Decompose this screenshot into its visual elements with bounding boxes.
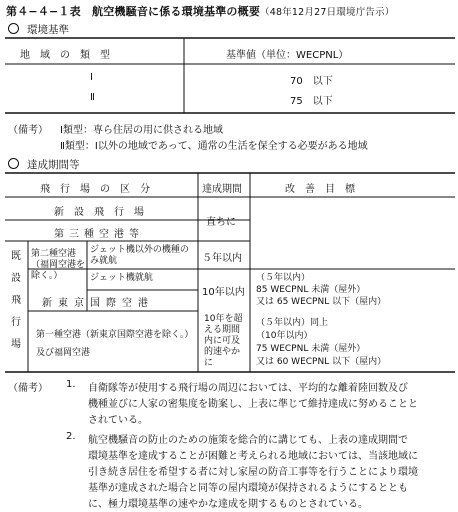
title-text: 第４−４−１表 航空機騒音に係る環境基準の概要	[6, 5, 261, 18]
remark-line: 基準が達成された場合と同等の屋内環境が保持されるようにするととも	[88, 483, 408, 494]
section-heading-standards: 環境基準	[8, 22, 69, 37]
remark-line: 航空機騒音の防止のための施策を総合的に講じても、上表の達成期間で	[88, 435, 408, 446]
table1-header-value: 基準値（単位：WECPNL）	[226, 50, 349, 61]
title-note: （48年12月27日環境庁告示）	[260, 7, 395, 18]
remarks2-label: （備考）	[8, 383, 48, 394]
remarks1-label: （備考）	[8, 125, 48, 136]
new-airport-label: 新設飛行場	[54, 207, 154, 218]
period-5-years: ５年以内	[202, 253, 242, 264]
table1-row-value: 70 以下	[290, 76, 333, 87]
goal-b-line: （10年以内）	[256, 331, 313, 341]
table2-header-period: 達成期間	[202, 184, 242, 195]
remark-line: に、極力環境基準の速やかな達成を期するものとされている。	[88, 499, 368, 510]
remark-number: 2.	[66, 431, 76, 442]
table2-header-goal: 改善目標	[285, 184, 365, 195]
table2-header-category: 飛行場の区分	[40, 184, 160, 195]
period-10-years: 10年以内	[202, 287, 245, 298]
goal-a-line: 又は 65 WECPNL 以下（屋内）	[256, 297, 387, 307]
remark-line: 引き続き居住を希望する者に対し家屋の防音工事等を行うことにより環境	[88, 467, 418, 478]
period-long-line: 内に可及	[204, 336, 241, 346]
table1-row-type: Ⅰ	[90, 72, 93, 83]
non-jet-label: ジェット機以外の機種のみ就航	[90, 245, 189, 266]
class2-label: 第二種空港（福岡空港を除く。）	[31, 249, 86, 281]
remark-line: 機種並びに人家の密集度を勘案し、上表に準じて維持達成に努めることと	[88, 399, 418, 410]
period-immediate: 直ちに	[206, 217, 236, 228]
goal-b-line: （５年以内）同上	[256, 318, 329, 328]
remark-line: 環境基準を達成することが困難と考えられる地域においては、当該地域に	[88, 451, 418, 462]
table1-row-value: 75 以下	[290, 96, 333, 107]
period-long-line: に	[204, 358, 214, 368]
remark-number: 1.	[66, 379, 76, 390]
period-long-line: 10年を超	[204, 314, 243, 324]
period-long-line: える期間	[204, 325, 241, 335]
class3-label: 第三種空港等	[54, 229, 144, 240]
new-tokyo-airport-label: 新東京国際空港	[42, 298, 154, 309]
section-heading-periods: 達成期間等	[8, 157, 80, 172]
remark-line: されている。	[88, 415, 148, 426]
goal-a-line: 85 WECPNL 未満（屋外）	[256, 285, 366, 295]
circle-icon	[8, 158, 19, 169]
goal-b-line: 75 WECPNL 未満（屋外）	[256, 344, 366, 354]
remarks1-line: Ⅱ類型：Ⅰ以外の地域であって、通常の生活を保全する必要がある地域	[60, 141, 368, 152]
existing-airport-label: 既設飛行場	[11, 251, 21, 350]
goal-b-line: 又は 60 WECPNL 以下（屋内）	[256, 357, 387, 367]
class1-label: 第一種空港（新東京国際空港を除く。）及び福岡空港	[36, 330, 189, 358]
table1-header-type: 地域の類型	[20, 50, 120, 61]
table1-row-type: Ⅱ	[90, 92, 95, 103]
jet-label: ジェット機就航	[90, 273, 153, 283]
remark-line: 自衛隊等が使用する飛行場の周辺においては、平均的な離着陸回数及び	[88, 383, 408, 394]
remarks1-line: Ⅰ類型：専ら住居の用に供される地域	[60, 125, 223, 136]
period-long-line: 的速やか	[204, 347, 241, 357]
goal-a-line: （５年以内）	[256, 273, 311, 283]
